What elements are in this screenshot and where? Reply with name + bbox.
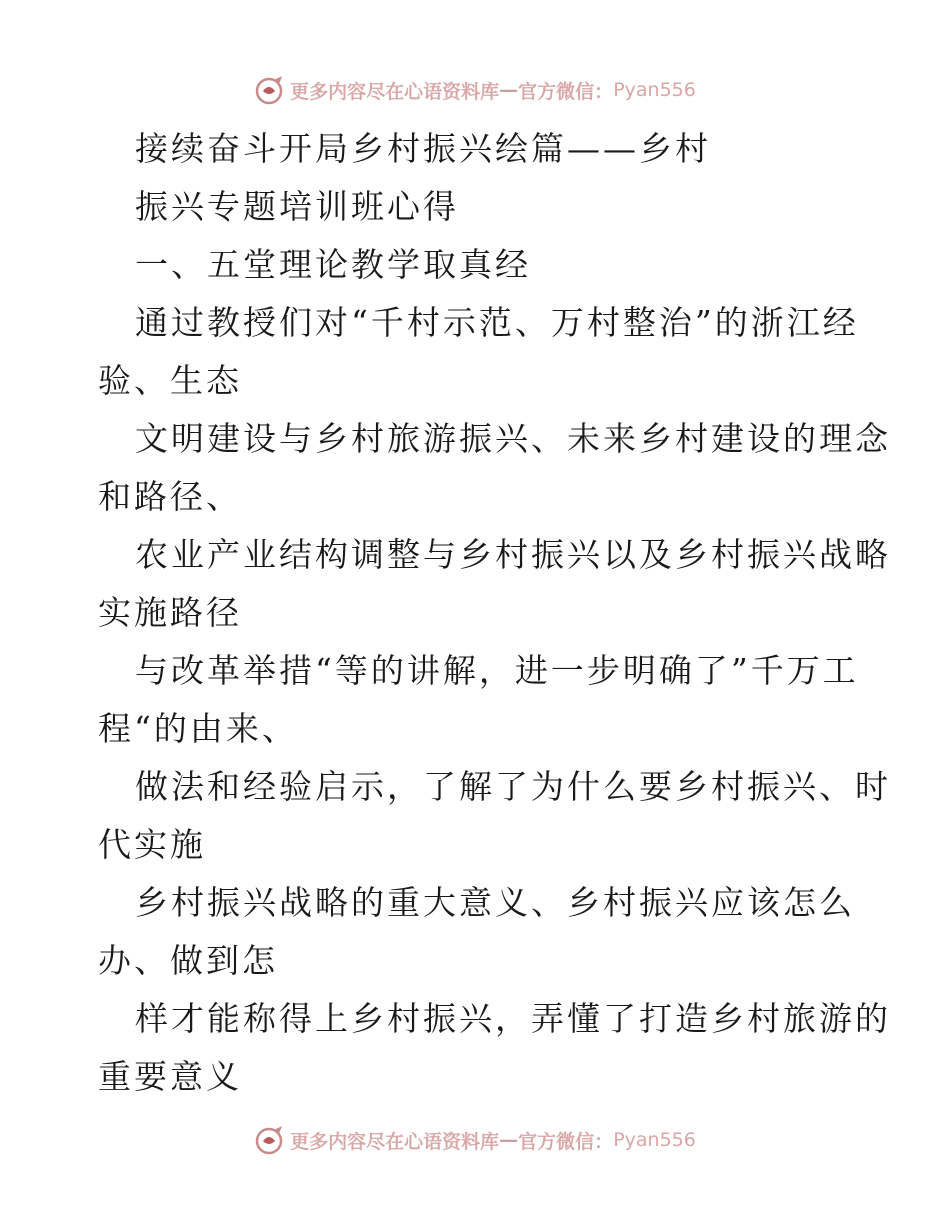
paragraph-line: 办、做到怎 (98, 941, 278, 980)
paragraph-line: 与改革举措“等的讲解，进一步明确了”千万工 (135, 651, 859, 690)
banner-wechat-label: 官方微信： (518, 1130, 614, 1153)
paragraph-line: 和路径、 (98, 477, 242, 516)
paragraph-line: 通过教授们对“千村示范、万村整治”的浙江经 (135, 303, 859, 342)
paragraph-line: 农业产业结构调整与乡村振兴以及乡村振兴战略 (135, 535, 891, 574)
banner-separator: — (499, 1129, 519, 1151)
paragraph-line: 程“的由来、 (98, 709, 298, 748)
banner-wechat-id: Pyan556 (613, 1129, 696, 1151)
section-heading: 一、五堂理论教学取真经 (135, 245, 531, 284)
banner-wechat-id: Pyan556 (613, 79, 696, 101)
paragraph-line: 文明建设与乡村旅游振兴、未来乡村建设的理念 (135, 419, 891, 458)
paragraph-line: 实施路径 (98, 593, 242, 632)
paragraph-line: 重要意义 (98, 1057, 242, 1096)
paragraph-line: 代实施 (98, 825, 206, 864)
rose-logo-icon (254, 74, 286, 106)
banner-separator: — (499, 79, 519, 101)
banner-wechat-label: 官方微信： (518, 80, 614, 103)
paragraph-line: 做法和经验启示，了解了为什么要乡村振兴、时 (135, 767, 891, 806)
document-title-line-1: 接续奋斗开局乡村振兴绘篇——乡村 (135, 129, 711, 168)
paragraph-line: 样才能称得上乡村振兴，弄懂了打造乡村旅游的 (135, 999, 891, 1038)
rose-logo-icon (254, 1124, 286, 1156)
paragraph-line: 验、生态 (98, 361, 242, 400)
banner-text: 更多内容尽在心语资料库 (290, 1130, 500, 1153)
document-title-line-2: 振兴专题培训班心得 (135, 187, 459, 226)
paragraph-line: 乡村振兴战略的重大意义、乡村振兴应该怎么 (135, 883, 855, 922)
banner-text: 更多内容尽在心语资料库 (290, 80, 500, 103)
footer-watermark-banner (0, 1120, 950, 1160)
header-watermark-banner (0, 70, 950, 110)
